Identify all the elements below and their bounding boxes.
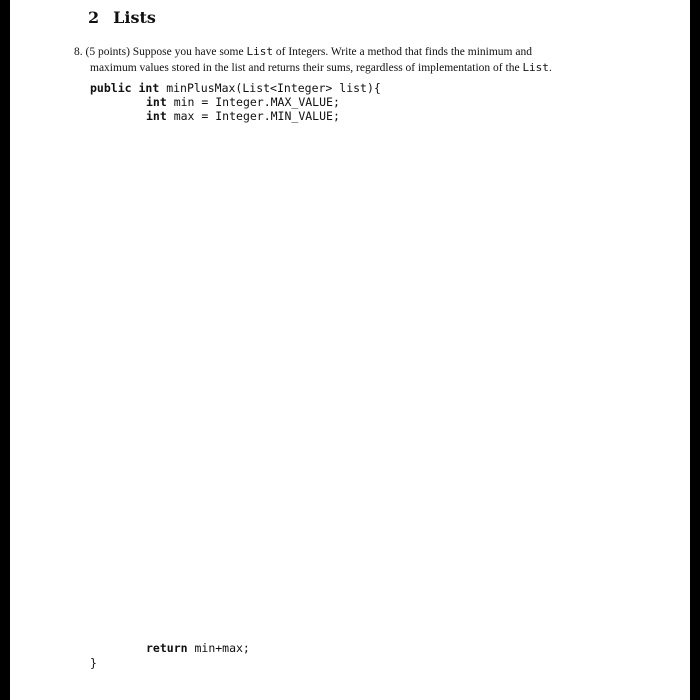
code-line-return: [146, 641, 250, 655]
code-text: min = Integer.MAX_VALUE;: [166, 95, 340, 109]
question-text-part: maximum values stored in the list and returns their sums, regardless of implementation of the: [90, 62, 523, 74]
code-keyword: int: [138, 81, 160, 95]
question-text: [74, 44, 634, 76]
code-keyword: int: [146, 95, 167, 109]
section-number: 2: [88, 8, 100, 27]
question-line-1: [74, 44, 634, 60]
question-text-part: .: [548, 62, 552, 74]
question-text-part: (5 points) Suppose you have some: [85, 46, 247, 58]
question-text-part: of Integers. Write a method that finds the minimum and: [272, 46, 532, 58]
code-line-max: [146, 109, 340, 123]
code-line-signature: [90, 81, 381, 95]
section-title: Lists: [113, 8, 156, 27]
document-page: [10, 0, 690, 700]
section-heading: [88, 8, 156, 27]
code-text: max = Integer.MIN_VALUE;: [166, 109, 340, 123]
question-line-2: [74, 60, 634, 76]
question-number: 8.: [74, 46, 83, 58]
code-keyword: public: [90, 81, 132, 95]
code-text: min+max;: [187, 641, 250, 655]
code-text: minPlusMax(List<Integer> list){: [159, 81, 381, 95]
code-keyword: return: [146, 641, 188, 655]
inline-code-list: List: [522, 61, 549, 74]
inline-code-list: List: [246, 45, 273, 58]
code-closing-brace: }: [90, 656, 97, 670]
code-keyword: int: [146, 109, 167, 123]
code-line-min: [146, 95, 340, 109]
